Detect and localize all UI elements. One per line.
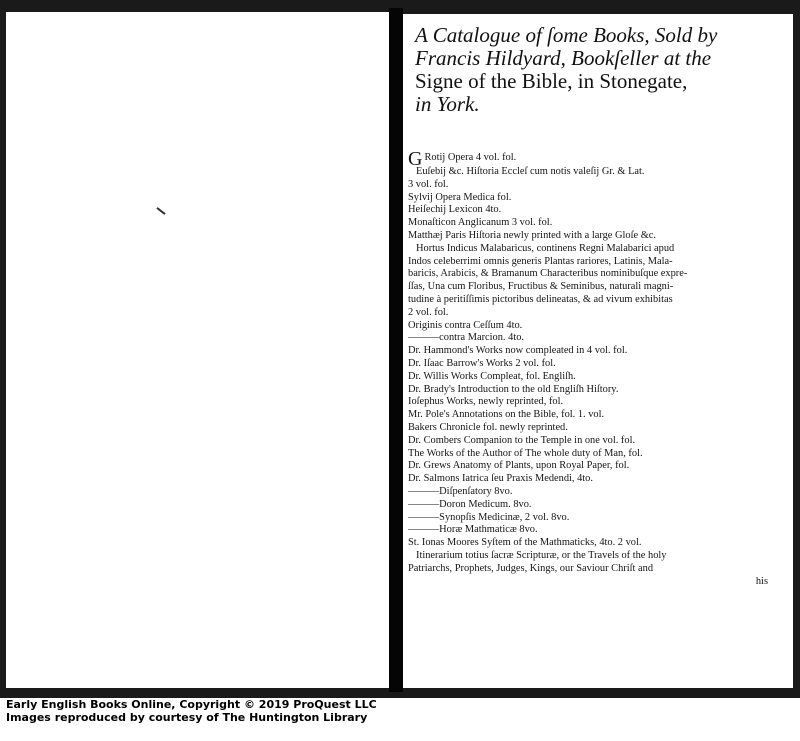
- catalogue-entry: 2 vol. fol.: [408, 306, 449, 318]
- catalogue-entry: ———Horæ Mathmaticæ 8vo.: [408, 524, 538, 536]
- left-page-blank: [6, 12, 389, 688]
- catalogue-entry: ———Doron Medicum. 8vo.: [408, 498, 532, 510]
- catalogue-entry: Mr. Pole's Annotations on the Bible, fol. 1. vol.: [408, 409, 605, 421]
- catalogue-entry: Ioſephus Works, newly reprinted, fol.: [408, 396, 564, 408]
- catalogue-entry: 3 vol. fol.: [408, 178, 449, 190]
- catalogue-entry: Dr. Willis Works Compleat, fol. Engliſh.: [408, 370, 576, 382]
- catalogue-entry: Matthæj Paris Hiſtoria newly printed with a large Gloſe &c.: [408, 229, 656, 241]
- ink-speck: [156, 207, 165, 215]
- title-line-4: in York.: [415, 92, 480, 116]
- title-line-2: Francis Hildyard, Bookſeller at the: [415, 46, 712, 70]
- catalogue-entry: ———contra Marcion. 4to.: [408, 332, 525, 344]
- catalogue-entry: ———Synopſis Medicinæ, 2 vol. 8vo.: [408, 511, 570, 523]
- catalogue-entry: The Works of the Author of The whole duty of Man, fol.: [408, 447, 643, 459]
- catalogue-entry: St. Ionas Moores Syſtem of the Mathmaticks, 4to. 2 vol.: [408, 537, 642, 549]
- page-gutter: [389, 8, 403, 692]
- drop-cap: G: [408, 152, 423, 166]
- catalogue-entry: Hortus Indicus Malabaricus, continens Regni Malabarici apud: [416, 242, 675, 254]
- catalogue-entry: tudine à peritiſſimis pictoribus delineatas, & ad vivum exhibitas: [408, 293, 673, 305]
- catalogue-entry: Euſebij &c. Hiſtoria Eccleſ cum notis valeſij Gr. & Lat.: [416, 166, 645, 177]
- catalogue-entry: Dr. Grews Anatomy of Plants, upon Royal Paper, fol.: [408, 460, 630, 472]
- right-page-catalogue: [403, 14, 793, 688]
- catalogue-entry: baricis, Arabicis, & Bramanum Characteribus nominibuſque expre-: [408, 268, 688, 280]
- catalogue-entry: ———Diſpenſatory 8vo.: [408, 485, 513, 497]
- catalogue-entry: Heiſechij Lexicon 4to.: [408, 204, 502, 216]
- title-line-3: Signe of the Bible, in Stonegate,: [415, 69, 688, 93]
- copyright-line: Early English Books Online, Copyright © 2019 ProQuest LLC: [6, 698, 377, 711]
- catalogue-entry: Dr. Hammond's Works now compleated in 4 vol. fol.: [408, 345, 628, 357]
- catalogue-entry: G Rotij Opera 4 vol. fol.: [408, 152, 517, 166]
- catalogue-entry: Dr. Salmons Iatrica ſeu Praxis Medendi, 4to.: [408, 473, 593, 485]
- catalogue-entries: [408, 152, 788, 588]
- catalogue-entry: Dr. Brady's Introduction to the old Engliſh Hiſtory.: [408, 383, 619, 395]
- copyright-footer: [0, 698, 800, 741]
- catalogue-entry: Dr. Combers Companion to the Temple in one vol. fol.: [408, 434, 636, 446]
- catalogue-entry: ſſas, Una cum Floribus, Fructibus & Seminibus, naturali magni-: [408, 281, 674, 293]
- catalogue-entry: Itinerarium totius ſacræ Scripturæ, or the Travels of the holy: [416, 549, 667, 561]
- catalogue-entry: Bakers Chronicle fol. newly reprinted.: [408, 421, 568, 433]
- catalogue-entry: Patriarchs, Prophets, Judges, Kings, our Saviour Chriſt and: [408, 562, 654, 574]
- catalogue-entry: Dr. Iſaac Barrow's Works 2 vol. fol.: [408, 357, 556, 369]
- catalogue-entry: Sylvij Opera Medica fol.: [408, 191, 512, 203]
- title-line-1: A Catalogue of ſome Books, Sold by: [415, 23, 718, 47]
- courtesy-line: Images reproduced by courtesy of The Huntington Library: [6, 711, 368, 724]
- catalogue-entry: Monaſticon Anglicanum 3 vol. fol.: [408, 217, 553, 229]
- catalogue-entry: Originis contra Ceſſum 4to.: [408, 319, 523, 331]
- catalogue-entry: Indos celeberrimi omnis generis Plantas rariores, Latinis, Mala-: [408, 255, 673, 267]
- catchword: his: [755, 575, 768, 587]
- catalogue-title: [415, 24, 787, 116]
